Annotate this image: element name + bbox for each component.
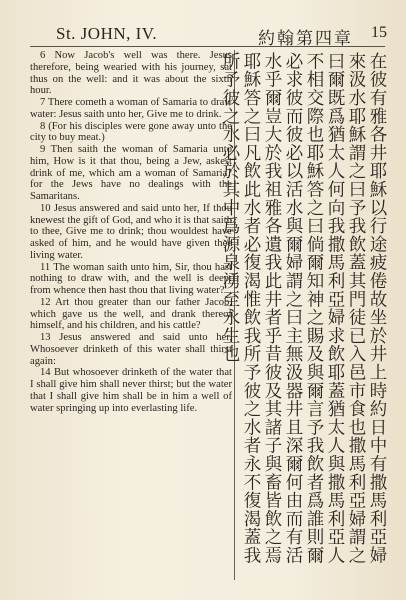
header-rule — [30, 46, 385, 47]
verse-14: 14 But whosoever drinketh of the water that I shall give him shall never thirst; but the water that I shall give him shall be in him a well of water springing up into everlasting life. — [30, 367, 232, 414]
page-number: 15 — [371, 24, 387, 41]
verse-6: 6 Now Jacob's well was there. Jesus therefore, being wearied with his journey, sat thus on the well: and it was about the sixth hour. — [30, 50, 232, 97]
verse-12: 12 Art thou greater than our father Jacob, which gave us the well, and drank thereof himself, and his children, and his cattle? — [30, 296, 232, 332]
english-column — [30, 50, 232, 414]
chinese-column: 在彼有雅各井耶穌以行途疲倦故坐於井上時約日中有撒馬利亞婦來汲水耶穌謂之曰予我飲蓋其門徒已入邑市食也撒馬利亞婦謂之曰爾既爲猶太人何向我撒馬利亞婦求飲耶蓋猶太人與撒馬利亞人不相交際也耶穌答之曰倘爾知神之賜及與爾言予我飲者爲誰則爾必求彼而彼必以活水與爾婦謂之曰主無汲器井且深爾何由而有活水乎爾豈大於我祖雅各遺我此井者乎昔彼及其諸子與畜皆飲之焉耶穌答之曰凡飲此水者必復渴惟飲我所予彼之水者永不復渴蓋我所予彼之水必於其中爲源泉湧至永生也 — [221, 52, 388, 565]
header-book-title: St. JOHN, IV. — [56, 24, 158, 43]
verse-7: 7 There cometh a woman of Samaria to draw water: Jesus saith unto her, Give me to drink. — [30, 97, 232, 120]
running-header — [0, 22, 406, 48]
verse-9: 9 Then saith the woman of Samaria unto him, How is it that thou, being a Jew, askest drink of me, which am a woman of Samaria? for the Jews have no dealings with the Samaritans. — [30, 144, 232, 202]
verse-11: 11 The woman saith unto him, Sir, thou hast nothing to draw with, and the well is deep: from whence then hast thou that living water? — [30, 261, 232, 296]
header-chinese-title: 約翰第四章 — [258, 29, 353, 48]
verse-10: 10 Jesus answered and said unto her, If thou knewest the gift of God, and who it is that saith to thee, Give me to drink; thou wouldest have asked of him, and he would have given thee living water. — [30, 202, 232, 261]
verse-8: 8 (For his disciples were gone away unto the city to buy meat.) — [30, 120, 232, 144]
verse-13: 13 Jesus answered and said unto her, Whosoever drinketh of this water shall thirst again: — [30, 332, 232, 367]
